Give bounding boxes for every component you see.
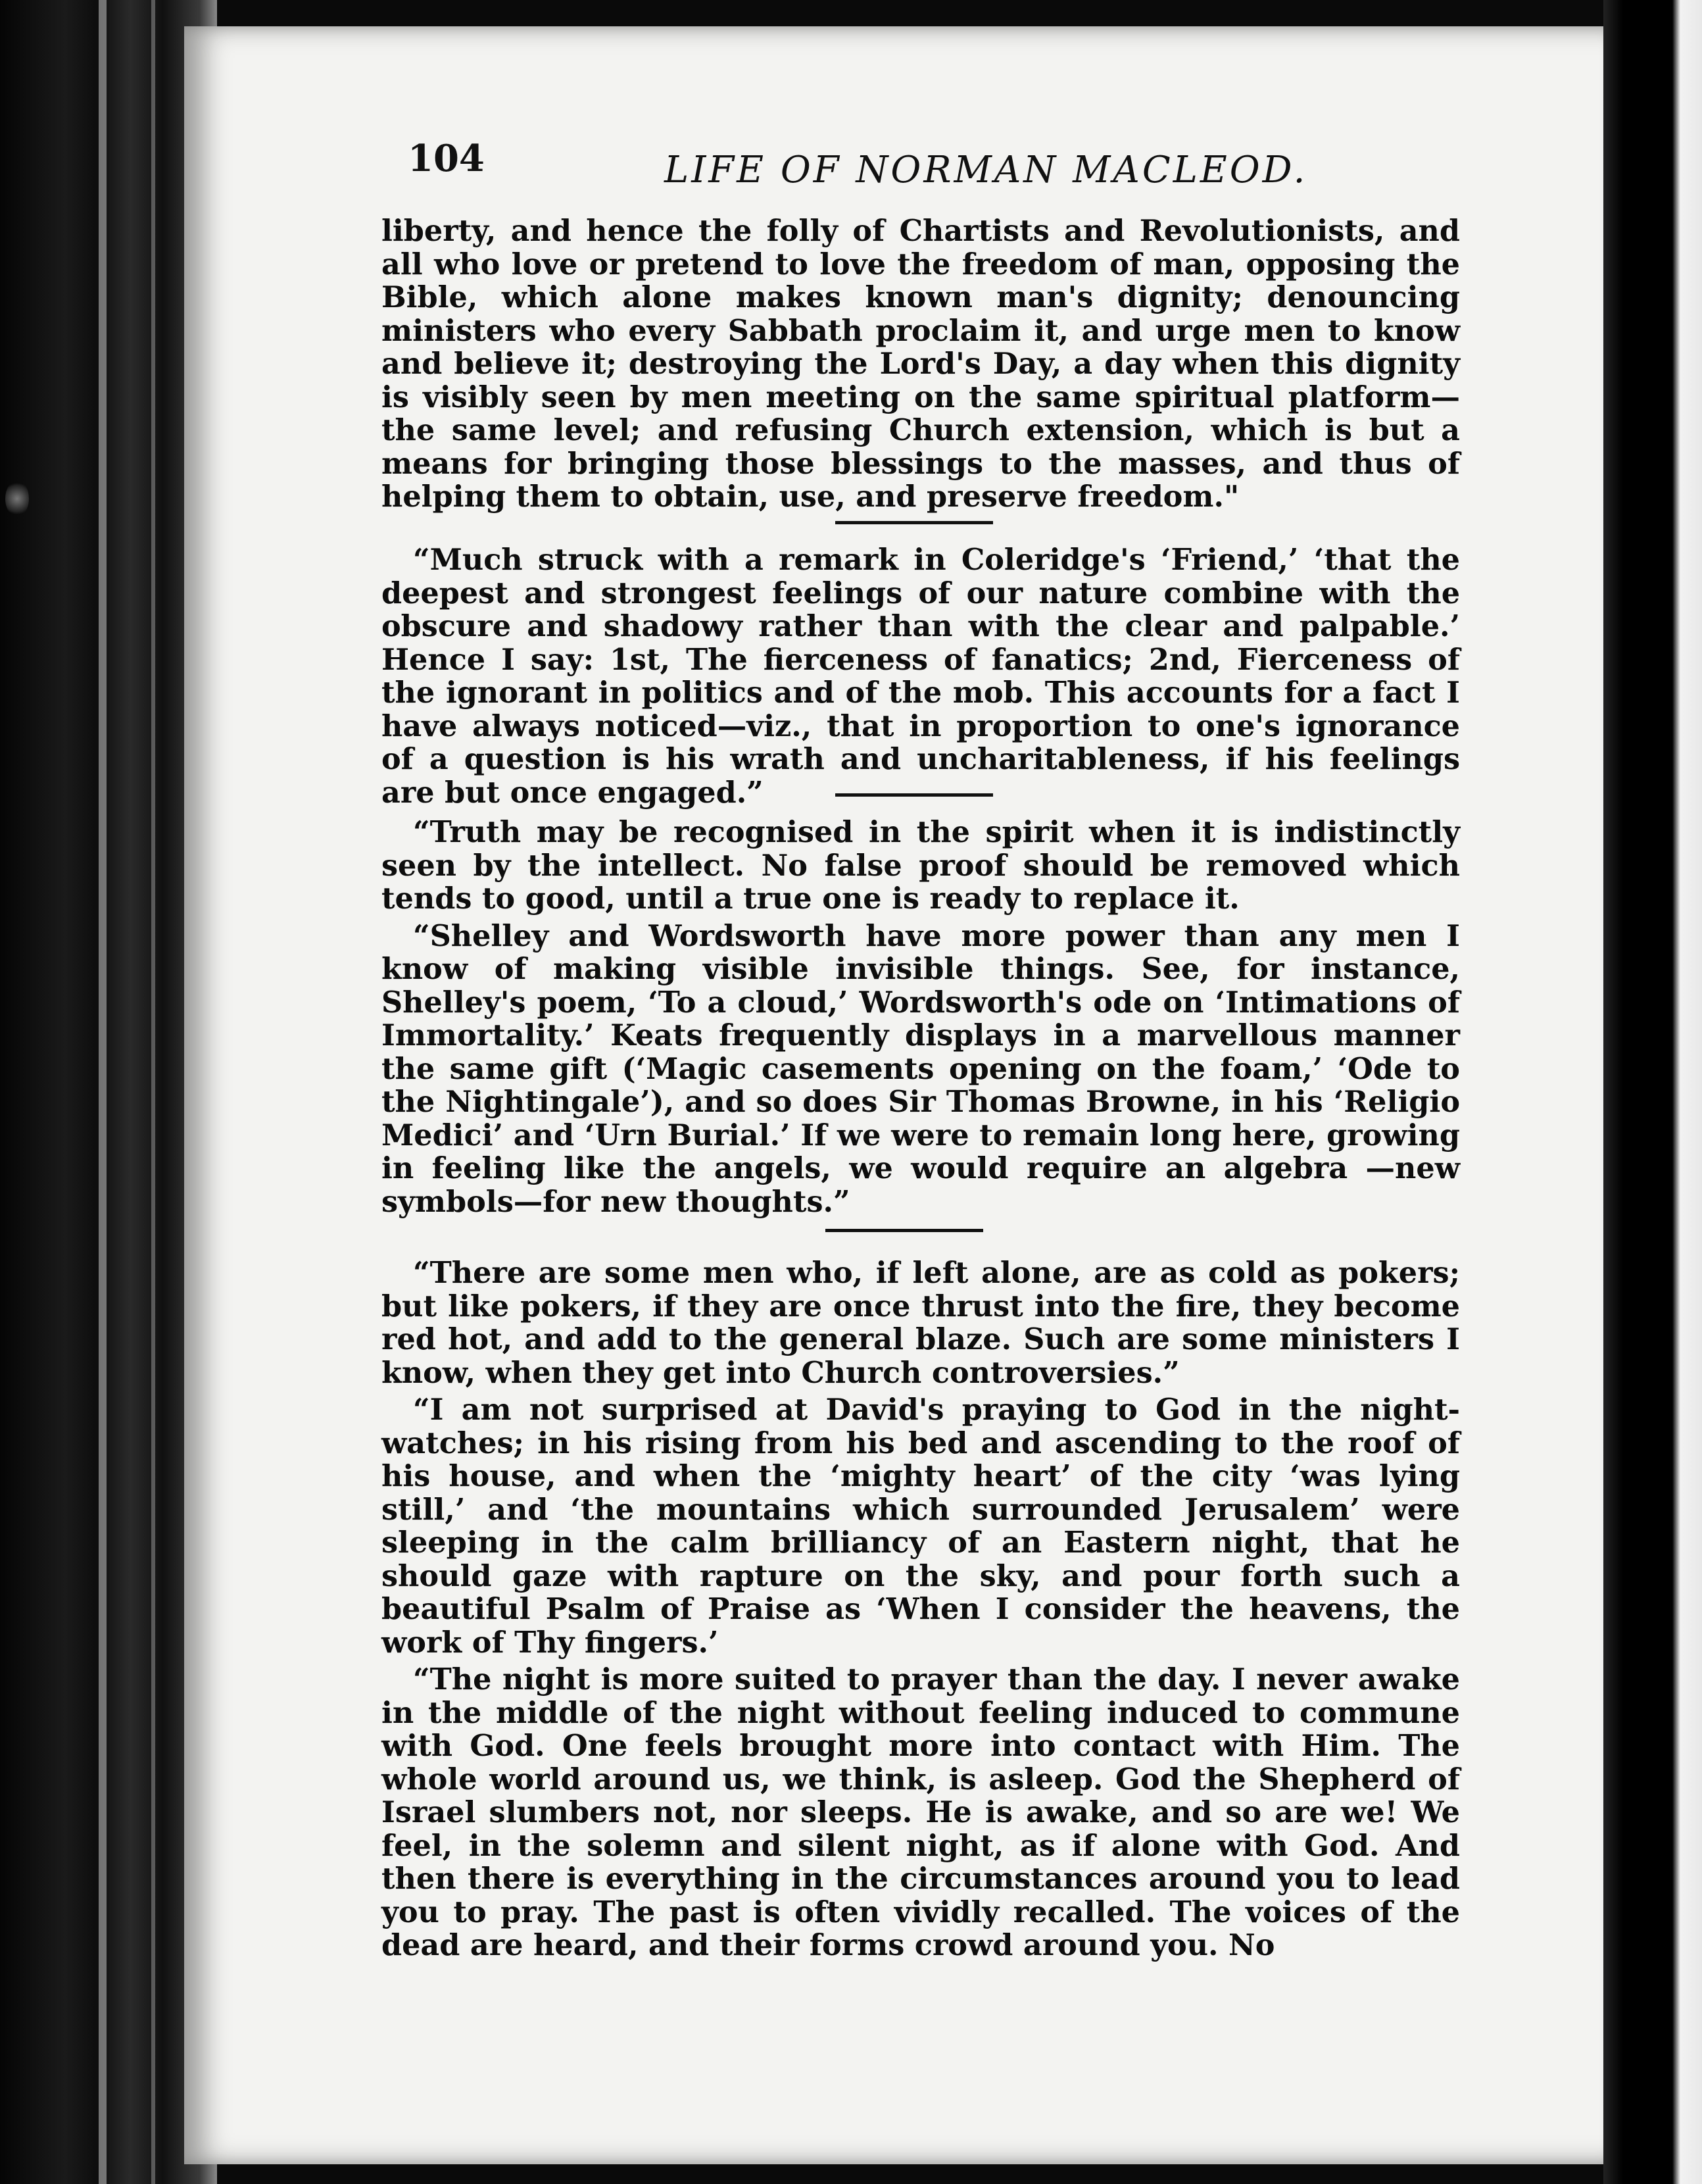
- section-divider: [835, 793, 993, 797]
- page-edge: [1603, 0, 1702, 2184]
- spine-highlight: [151, 0, 155, 2184]
- running-head: [408, 130, 1308, 196]
- section-divider: [835, 521, 993, 524]
- paragraph: liberty, and hence the folly of Chartists and Revolutionists, and all who love or pretend to love the freedom of man, opposing the Bible, which alone makes known man's dignity; denouncing ministers who every Sabbath proclaim it, and urge men to know and believe it; destroying the Lord's Day, a day when this dignity is visibly seen by men meeting on the same spiritual platform—the same level; and refusing Church extension, which is but a means for bringing those blessings to the masses, and thus of helping them to obtain, use, and preserve freedom.": [381, 214, 1460, 514]
- paragraph: “Shelley and Wordsworth have more power than any men I know of making visible invisible things. See, for instance, Shelley's poem, ‘To a cloud,’ Wordsworth's ode on ‘Intimations of Immortality.’ Keats frequently displays in a marvellous manner the same gift (‘Magic casements opening on the foam,’ ‘Ode to the Nightingale’), and so does Sir Thomas Browne, in his ‘Religio Medici’ and ‘Urn Burial.’ If we were to remain long here, growing in feeling like the angels, we would require an algebra —new symbols—for new thoughts.”: [381, 918, 1460, 1219]
- paragraph: “I am not surprised at David's praying to God in the night-watches; in his rising from his bed and ascending to the roof of his house, and when the ‘mighty heart’ of the city ‘was lying still,’ and ‘the mountains which surrounded Jerusalem’ were sleeping in the calm brilliancy of an Eastern night, that he should gaze with rapture on the sky, and pour forth such a beautiful Psalm of Praise as ‘When I consider the heavens, the work of Thy fingers.’: [381, 1393, 1460, 1660]
- spine-highlight: [99, 0, 107, 2184]
- section-divider: [825, 1229, 983, 1232]
- page-number: 104: [408, 137, 485, 180]
- paragraph: “The night is more suited to prayer than the day. I never awake in the middle of the night without feeling induced to commune with God. One feels brought more into contact with Him. The whole world around us, we think, is asleep. God the Shepherd of Israel slumbers not, nor sleeps. He is awake, and so are we! We feel, in the solemn and silent night, as if alone with God. And then there is everything in the circumstances around you to lead you to pray. The past is often vividly recalled. The voices of the dead are heard, and their forms crowd around you. No: [381, 1662, 1460, 1962]
- text-section-2: [381, 543, 1460, 809]
- paragraph: “There are some men who, if left alone, are as cold as pokers; but like pokers, if they are once thrust into the fire, they become red hot, and add to the general blaze. Such are some ministers I know, when they get into Church controversies.”: [381, 1256, 1460, 1390]
- paragraph: “Much struck with a remark in Coleridge's ‘Friend,’ ‘that the deepest and strongest feelings of our nature combine with the obscure and shadowy rather than with the clear and palpable.’ Hence I say: 1st, The fierceness of fanatics; 2nd, Fierceness of the ignorant in politics and of the mob. This accounts for a fact I have always noticed—viz., that in proportion to one's ignorance of a question is his wrath and uncharitableness, if his feelings are but once engaged.”: [381, 543, 1460, 810]
- paragraph: “Truth may be recognised in the spirit when it is indistinctly seen by the intellect. No false proof should be removed which tends to good, until a true one is ready to replace it.: [381, 815, 1460, 916]
- text-section-1: [381, 214, 1460, 514]
- text-section-3: [381, 816, 1460, 1218]
- page-blemish: [5, 480, 29, 517]
- text-section-4: [381, 1256, 1460, 1962]
- book-title: LIFE OF NORMAN MACLEOD.: [664, 149, 1308, 191]
